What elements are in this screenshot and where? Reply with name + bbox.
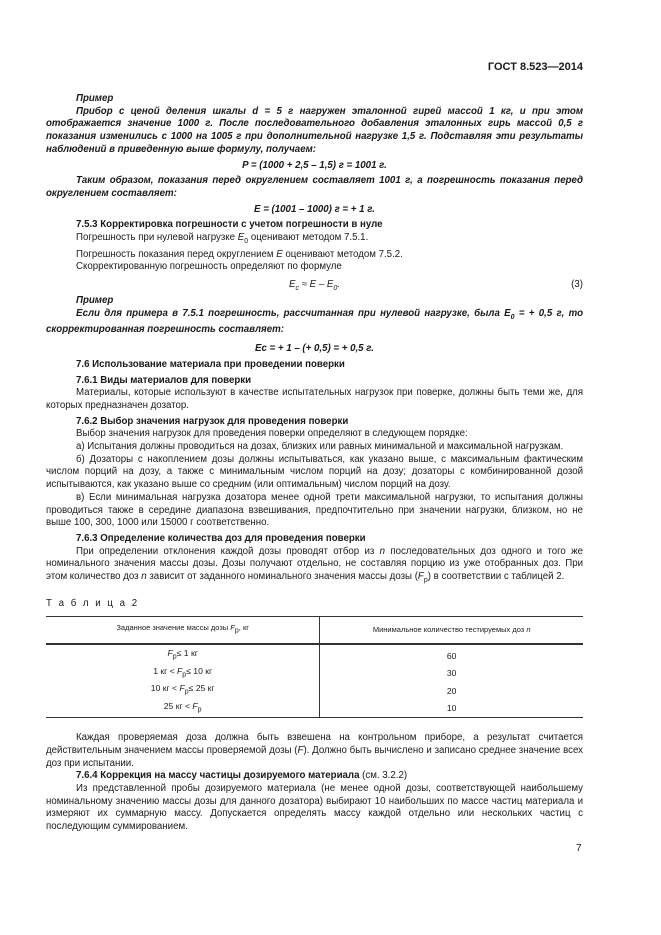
variable: F [297, 744, 304, 756]
text-fragment: , кг [238, 623, 249, 633]
text-fragment: Минимальное количество тестируемых доз [372, 625, 527, 635]
text-fragment: Погрешность показания перед округлением [76, 248, 277, 260]
table-cell [46, 682, 320, 699]
variable: E [276, 248, 283, 260]
variable: F [167, 648, 173, 659]
text-fragment: 10 кг < [150, 683, 180, 694]
table-2 [46, 616, 583, 718]
subscript: p [184, 688, 189, 696]
subscript: 0 [244, 237, 249, 245]
section-heading-7-6-2: 7.6.2 Выбор значения нагрузок для проведения поверки [76, 415, 349, 427]
table-row [46, 682, 583, 699]
table-cell: 60 [446, 650, 457, 661]
example-text [46, 308, 583, 337]
list-item-a: а) Испытания должны проводиться на дозах, близких или равных минимальной и максимальной нагрузкам. [76, 441, 564, 453]
table-header-cell [320, 617, 583, 645]
document-body [46, 93, 583, 834]
paragraph: Выбор значения нагрузок для проведения поверки определяют в следующем порядке: [76, 428, 468, 440]
variable: n [526, 625, 531, 635]
paragraph: Материалы, которые используют в качестве испытательных нагрузок при поверке, должны быть теми же, для которых предназначен дозатор. [46, 387, 583, 411]
text-fragment: последовательных доз одного и того же номинального значения массы дозы. Дозы получают отдельно, не составляя порцию из уже отобранных доз. При этом количество доз [46, 545, 583, 583]
formula-number: (3) [571, 279, 583, 291]
variable: n [379, 545, 386, 557]
text-fragment: Каждая проверяемая доза должна быть взвешена на контрольном приборе, а результат считается действительным значением массы проверяемой дозы ( [46, 732, 583, 756]
variable: F [417, 571, 424, 583]
text-fragment: ≈ E – E [298, 279, 334, 291]
subscript: 0 [333, 285, 338, 293]
variable: E [289, 279, 296, 291]
list-item-b: б) Дозаторы с накоплением дозы должны испытываться, как указано выше, с максимальным фактическим числом порций на дозу, а также с минимальным числом порций на дозу; дозаторы с комбинированной дозой испытываются, как указано выше со средним (или оптимальным) числом порций на дозу. [46, 453, 583, 491]
section-heading-7-6: 7.6 Использование материала при проведении поверки [76, 358, 345, 370]
example-title: Пример [76, 295, 114, 307]
section-heading-7-5-3: 7.5.3 Корректировка погрешности с учетом погрешности в нуле [76, 219, 383, 231]
text-fragment: зависит от заданного номинального значения массы дозы ( [146, 571, 418, 583]
table-cell: 10 [320, 700, 583, 718]
heading-reference: (см. 3.2.2) [359, 770, 408, 782]
text-fragment: Если для примера в 7.5.1 погрешность, рассчитанная при нулевой нагрузке, была E [76, 307, 511, 319]
example-formula-2: E = (1001 – 1000) г = + 1 г. [254, 203, 375, 215]
example-text: Прибор с ценой деления шкалы d = 5 г нагружен эталонной гирей массой 1 кг, и при этом отображается значение 1000 г. После последовательного добавления эталонных гирь массой 0,5 г показания изменились с 1000 на 1005 г при дополнительной нагрузке 1,5 г. Подставляя эти результаты наблюдений в приведенную выше формулу, получаем: [46, 105, 583, 155]
paragraph [46, 232, 583, 249]
text-fragment: Заданное значение массы дозы [116, 623, 231, 633]
paragraph: Скорректированную погрешность определяют по формуле [76, 261, 342, 273]
formula-3 [46, 279, 583, 295]
paragraph [46, 732, 583, 770]
table-cell: 20 [446, 685, 457, 696]
subscript: p [234, 627, 239, 635]
table-header-cell [46, 617, 320, 645]
table-row [46, 644, 583, 664]
subscript: c [295, 285, 299, 293]
variable: E [237, 232, 245, 244]
example-formula: P = (1000 + 2,5 – 1,5) г = 1001 г. [242, 159, 387, 171]
subscript: p [423, 577, 428, 585]
table-row [46, 700, 583, 718]
variable: F [179, 683, 185, 694]
paragraph: Из представленной пробы дозируемого материала (не менее одной дозы, соответствующей наибольшему номинальному значению массы дозы для данного дозатора) выбирают 10 наибольших по массе частиц материала и измеряют их суммарную массу. Допускается определять массу каждой отдельно или нескольких частиц с последующим суммированием. [46, 782, 583, 833]
text-fragment: = + 0,5 г, то скорректированная погрешность составляет: [46, 307, 583, 336]
section-heading-7-6-4 [46, 770, 583, 783]
table-title: Т а б л и ц а 2 [46, 597, 140, 609]
example-text-2: Таким образом, показания перед округлением составляет 1001 г, а погрешность показания перед округлением составляет: [46, 175, 583, 199]
text-fragment: Погрешность при нулевой нагрузке [76, 232, 238, 244]
page-number: 7 [576, 843, 582, 854]
subscript: p [172, 654, 177, 662]
text-fragment: оценивают методом 7.5.1. [248, 232, 369, 244]
paragraph [46, 546, 583, 588]
variable: F [177, 665, 183, 676]
example-formula: Ec = + 1 – (+ 0,5) = + 0,5 г. [255, 343, 374, 355]
paragraph [46, 249, 583, 262]
list-item-c: в) Если минимальная нагрузка дозатора менее одной трети максимальной нагрузки, то испытания должны проводиться также в середине диапазона взвешивания, предпочтительно при значении нагрузки, близком, но не выше 100, 300, 1000 или 15000 г соответственно. [46, 491, 583, 529]
text-fragment: 25 кг < [163, 700, 193, 711]
text-fragment: ≤ 10 кг [186, 665, 213, 676]
variable: F [192, 700, 198, 711]
text-fragment: ≤ 1 кг [176, 648, 198, 659]
text-fragment: При определении отклонения каждой дозы проводят отбор из [76, 545, 380, 557]
subscript: 0 [510, 313, 515, 321]
variable: F [230, 623, 235, 633]
text-fragment: оценивают методом 7.5.2. [282, 248, 403, 260]
section-heading-7-6-3: 7.6.3 Определение количества доз для проведения поверки [76, 532, 366, 544]
text-fragment: 1 кг < [153, 665, 178, 676]
variable: n [141, 571, 147, 583]
table-cell [46, 700, 320, 718]
table-cell [46, 644, 320, 664]
section-heading-7-6-1: 7.6.1 Виды материалов для поверки [76, 374, 252, 386]
text-fragment: ≤ 25 кг [188, 683, 215, 694]
heading-text: 7.6.4 Коррекция на массу частицы дозируемого материала [76, 770, 360, 782]
document-header: ГОСТ 8.523—2014 [487, 61, 583, 73]
table-cell: 30 [446, 668, 457, 679]
text-fragment: . [337, 279, 340, 291]
table-cell [46, 665, 320, 682]
subscript: p [182, 671, 187, 679]
text-fragment: ) в соответствии с таблицей 2. [427, 571, 565, 583]
text-fragment: ). Должно быть вычислено и записано среднее значение всех доз при испытании. [46, 744, 583, 769]
table-row [46, 665, 583, 682]
subscript: p [197, 706, 202, 714]
example-title: Пример [76, 93, 114, 104]
